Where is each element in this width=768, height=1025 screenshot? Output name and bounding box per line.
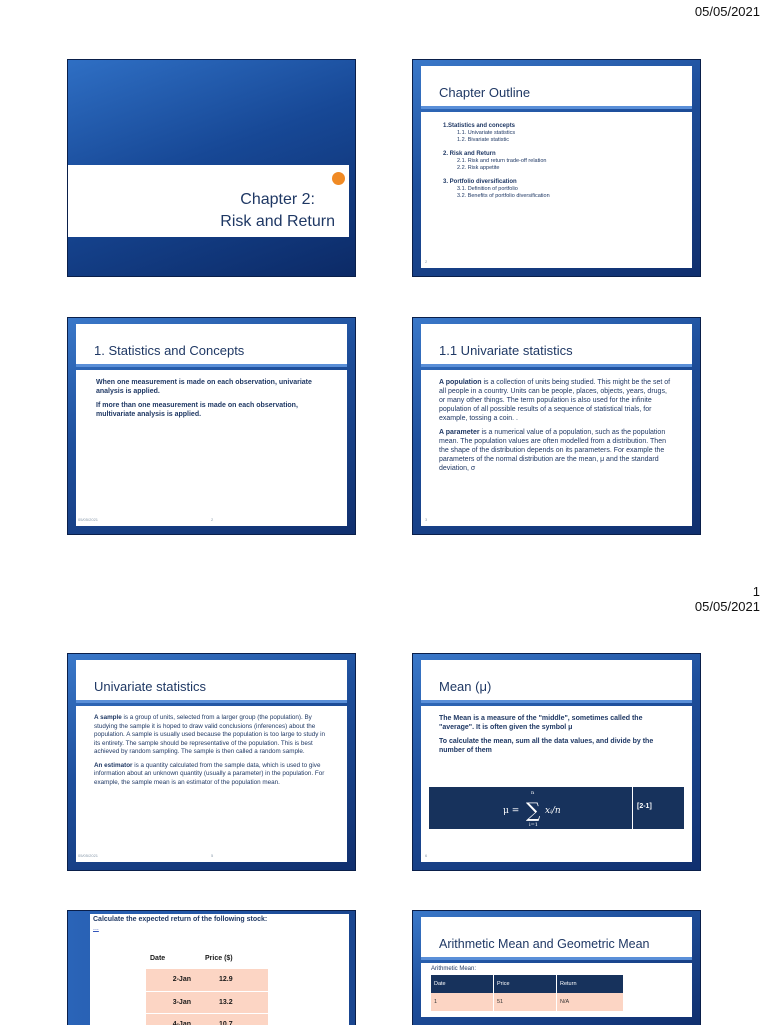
slide-title-band xyxy=(421,660,692,703)
outline-section: 2. Risk and Return xyxy=(443,151,496,157)
outline-subsection: 2.1. Risk and return trade-off relation xyxy=(457,158,547,164)
slide-number: 2 xyxy=(425,259,428,264)
formula-ref: [2-1] xyxy=(632,787,652,829)
paragraph-parameter: A parameter is a numerical value of a population, such as the population mean. The population values are often modelled from a distribution. Then the shape of the distribution depends on its parameters. For example the parameters of the normal distribution are the mean, μ and the standard deviation, σ xyxy=(439,429,666,472)
link-text[interactable]: ... xyxy=(93,925,99,932)
slide-chapter-outline xyxy=(412,59,701,277)
sigma-icon: ∑ xyxy=(526,798,541,822)
page-header-date-2: 05/05/2021 xyxy=(694,599,760,614)
outline-subsection: 1.1. Univariate statistics xyxy=(457,130,516,136)
table-header-cell: Date xyxy=(431,975,494,993)
slide-heading: Mean (μ) xyxy=(439,679,492,694)
table-row xyxy=(146,991,268,1013)
slide-title-band xyxy=(76,660,347,703)
outline-section: 3. Portfolio diversification xyxy=(443,179,517,185)
slide-heading: Arithmetic Mean and Geometric Mean xyxy=(439,937,650,951)
table-header-row xyxy=(431,975,623,993)
table-cell: 51 xyxy=(494,993,557,1011)
table-header-cell: Return xyxy=(560,981,577,987)
slide-title-band xyxy=(421,917,692,960)
footer-date: 05/05/2021 xyxy=(78,853,99,858)
slide-univariate-statistics xyxy=(412,317,701,535)
slide-body xyxy=(421,370,692,526)
paragraph: If more than one measurement is made on each observation, multivariate analysis is applied. xyxy=(96,402,298,418)
outline-subsection: 2.2. Risk appetite xyxy=(457,165,500,171)
orange-dot-icon xyxy=(332,172,345,185)
slide-expected-return xyxy=(67,910,356,1025)
slide-heading: Univariate statistics xyxy=(94,679,206,694)
table-row xyxy=(146,1013,268,1025)
table-header-row xyxy=(146,948,268,969)
formula-box: μ = ∑ n i=1 xᵢ/n [2-1] xyxy=(429,787,684,829)
slide-heading: 1.1 Univariate statistics xyxy=(439,343,573,358)
slide-body xyxy=(76,706,347,862)
table-row xyxy=(431,993,623,1011)
table-row xyxy=(146,969,268,991)
slide-statistics-concepts xyxy=(67,317,356,535)
paragraph: To calculate the mean, sum all the data values, and divide by the number of them xyxy=(439,738,654,754)
table-cell: 12.9 xyxy=(219,976,233,984)
table-cell: 2-Jan xyxy=(172,976,191,984)
slide-univariate-sample xyxy=(67,653,356,871)
paragraph-estimator: An estimator is a quantity calculated from the sample data, which is used to give information about an unknown quantity (usually a parameter) in the population. For example, the sample mean is an estimator of the population mean. xyxy=(94,761,325,786)
chapter-title: Chapter 2: Risk and Return xyxy=(220,191,335,230)
table-header-cell: Date xyxy=(150,955,166,962)
outline-section: 1.Statistics and concepts xyxy=(443,123,516,129)
paragraph: When one measurement is made on each observation, univariate analysis is applied. xyxy=(96,379,312,395)
table-cell: 1 xyxy=(431,993,494,1011)
page-number: 1 xyxy=(752,584,760,599)
returns-table xyxy=(431,975,623,1011)
slide-number: 2 xyxy=(211,517,214,522)
slide-number: 6 xyxy=(425,853,428,858)
slide-mean xyxy=(412,653,701,871)
slide-body xyxy=(90,914,349,1025)
outline-subsection: 3.1. Definition of portfolio xyxy=(457,186,518,192)
footer-date: 05/05/2021 xyxy=(78,517,99,522)
slide-title xyxy=(67,59,356,277)
slide-number: 3 xyxy=(425,517,428,522)
table-header-cell: Price ($) xyxy=(205,955,233,962)
price-table xyxy=(146,948,268,1025)
slide-body xyxy=(421,963,692,1017)
table-header-cell: Price xyxy=(494,975,557,993)
table-cell: 13.2 xyxy=(219,998,233,1006)
slide-heading: Chapter Outline xyxy=(439,85,531,100)
page-header-date: 05/05/2021 xyxy=(694,4,760,19)
table-cell: 3-Jan xyxy=(172,998,191,1006)
slide-title-band xyxy=(421,66,692,109)
table-cell: N/A xyxy=(560,999,570,1005)
slide-title-band xyxy=(76,324,347,367)
slide-number: 5 xyxy=(211,853,214,858)
paragraph-population: A population is a collection of units being studied. This might be the set of all people in a country. Units can be people, places, objects, years, drugs, or many other things. The term population is also used for the infinite population of all possible results of a sequence of statistical trials, for example, tossing a coin. . xyxy=(439,379,671,422)
table-cell: 10.7 xyxy=(219,1020,233,1025)
outline-subsection: 3.2. Benefits of portfolio diversification xyxy=(457,193,550,199)
paragraph-sample: A sample is a group of units, selected from a larger group (the population). By studying the sample it is hoped to draw valid conclusions (inferences) about the population. A sample is usually used because the population is too large to study in its entirety. The sample should be representative of the population. This is best achieved by random sampling. The sample is then called a random sample. xyxy=(94,714,326,755)
subtitle: Arithmetic Mean: xyxy=(431,966,477,972)
slide-body xyxy=(421,706,692,862)
slide-title-band xyxy=(421,324,692,367)
slide-heading: 1. Statistics and Concepts xyxy=(94,343,245,358)
outline-body xyxy=(421,112,692,268)
exercise-prompt: Calculate the expected return of the following stock: xyxy=(93,916,268,923)
title-panel xyxy=(68,165,349,237)
slide-arithmetic-geometric-mean xyxy=(412,910,701,1025)
outline-subsection: 1.2. Bivariate statistic xyxy=(457,137,509,143)
slide-body xyxy=(76,370,347,526)
paragraph: The Mean is a measure of the "middle", sometimes called the "average". It is often given the symbol μ xyxy=(439,715,643,731)
table-cell: 4-Jan xyxy=(172,1020,191,1025)
